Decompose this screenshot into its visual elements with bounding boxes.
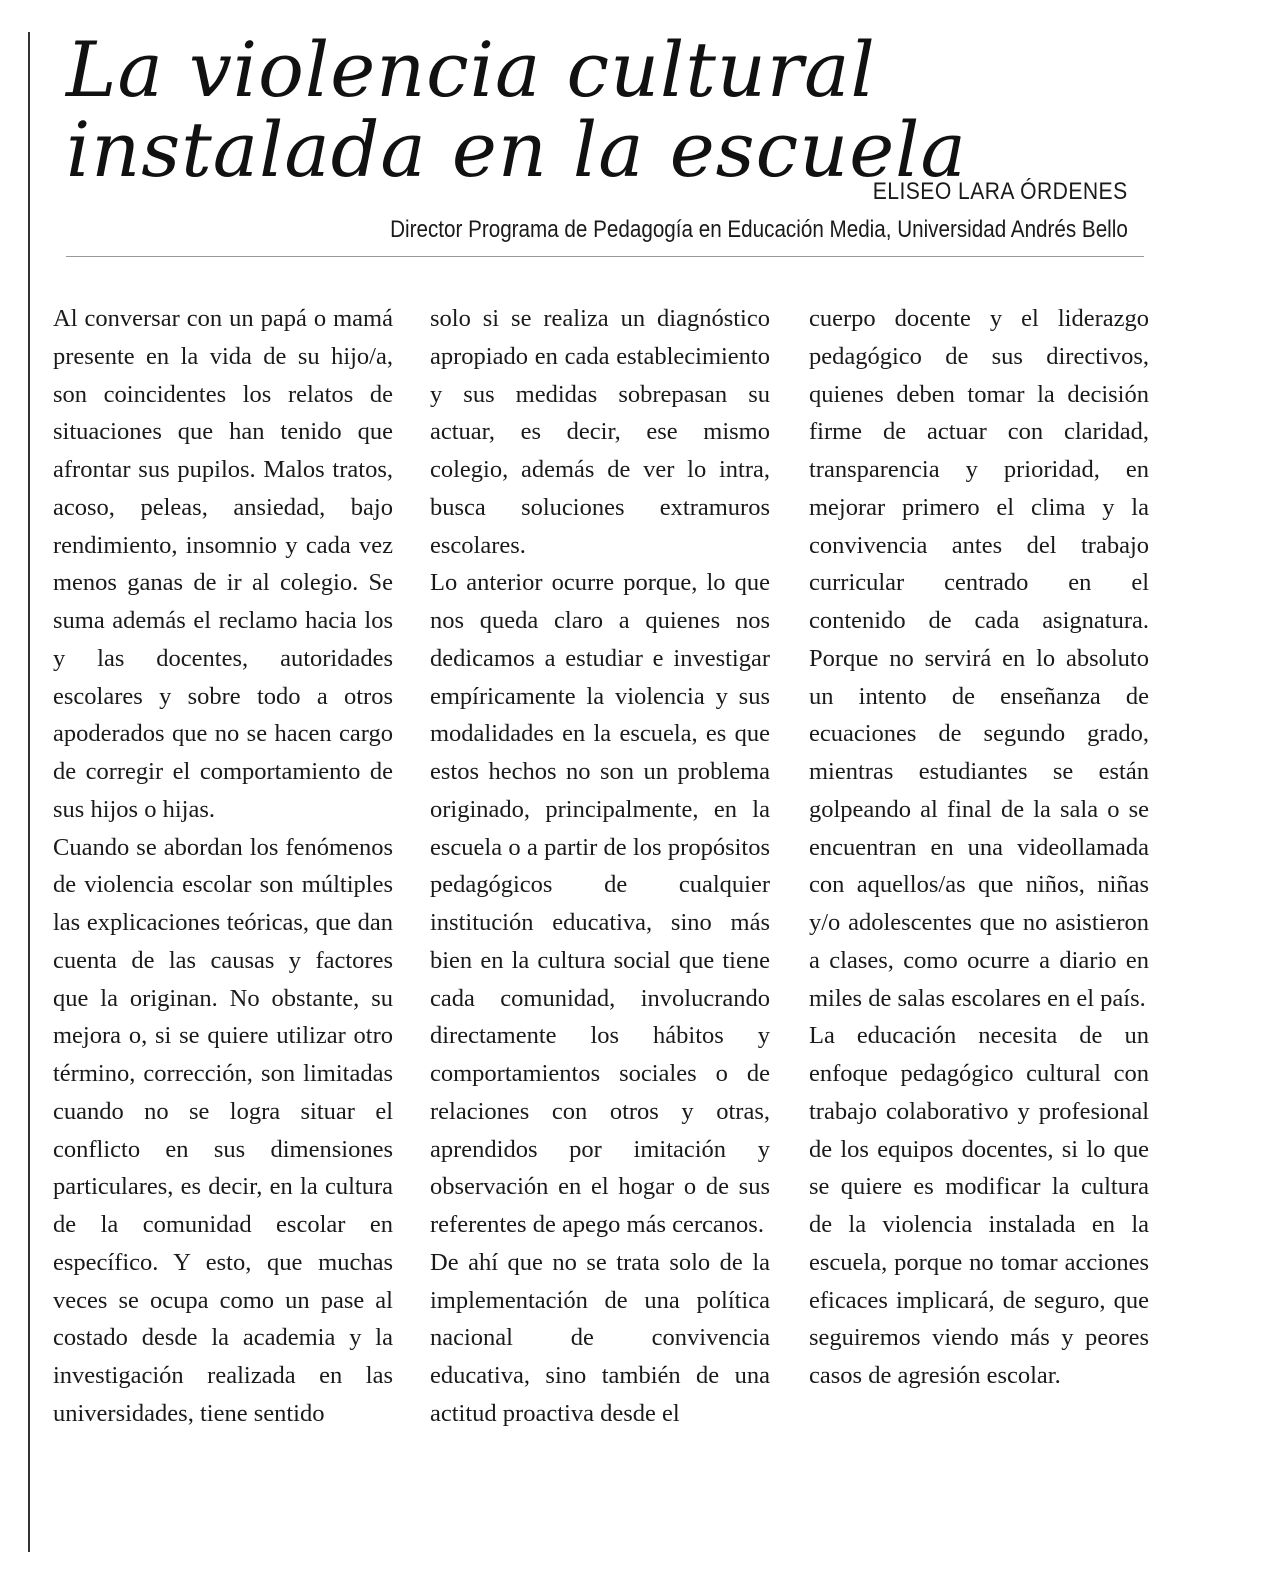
- text-column-1: [53, 300, 393, 1433]
- article-title-line-2: instalada en la escuela: [66, 105, 967, 194]
- author-name: ELISEO LARA ÓRDENES: [873, 178, 1128, 205]
- text-column-2: [430, 300, 770, 1433]
- paragraph: Al conversar con un papá o mamá presente en la vida de su hijo/a, son coincidentes los relatos de situaciones que han tenido que afrontar sus pupilos. Malos tratos, acoso, peleas, ansiedad, bajo rendimiento, insomnio y cada vez menos ganas de ir al colegio. Se suma además el reclamo hacia los y las docentes, autoridades escolares y sobre todo a otros apoderados que no se hacen cargo de corregir el comportamiento de sus hijos o hijas.: [53, 305, 393, 823]
- author-role: Director Programa de Pedagogía en Educación Media, Universidad Andrés Bello: [390, 216, 1128, 243]
- paragraph: La educación necesita de un enfoque pedagógico cultural con trabajo colaborativo y profesional de los equipos docentes, si lo que se quiere es modificar la cultura de la violencia instalada en la escuela, porque no tomar acciones eficaces implicará, de seguro, que seguiremos viendo más y peores casos de agresión escolar.: [809, 1022, 1149, 1389]
- paragraph: cuerpo docente y el liderazgo pedagógico de sus directivos, quienes deben tomar la decisión firme de actuar con claridad, transparencia y prioridad, en mejorar primero el clima y la convivencia antes del trabajo curricular centrado en el contenido de cada asignatura. Porque no servirá en lo absoluto un intento de enseñanza de ecuaciones de segundo grado, mientras estudiantes se están golpeando al final de la sala o se encuentran en una videollamada con aquellos/as que niños, niñas y/o adolescentes que no asistieron a clases, como ocurre a diario en miles de salas escolares en el país.: [809, 305, 1149, 1012]
- header-divider: [66, 256, 1144, 257]
- paragraph: Lo anterior ocurre porque, lo que nos queda claro a quienes nos dedicamos a estudiar e investigar empíricamente la violencia y sus modalidades en la escuela, es que estos hechos no son un problema originado, principalmente, en la escuela o a partir de los propósitos pedagógicos de cualquier institución educativa, sino más bien en la cultura social que tiene cada comunidad, involucrando directamente los hábitos y comportamientos sociales o de relaciones con otros y otras, aprendidos por imitación y observación en el hogar o de sus referentes de apego más cercanos.: [430, 569, 770, 1238]
- paragraph: De ahí que no se trata solo de la implementación de una política nacional de convivencia educativa, sino también de una actitud proactiva desde el: [430, 1248, 770, 1427]
- paragraph: solo si se realiza un diagnóstico apropiado en cada establecimiento y sus medidas sobrepasan su actuar, es decir, ese mismo colegio, además de ver lo intra, busca soluciones extramuros escolares.: [430, 305, 770, 559]
- text-column-3: [809, 300, 1149, 1395]
- paragraph: Cuando se abordan los fenómenos de violencia escolar son múltiples las explicaciones teóricas, que dan cuenta de las causas y factores que la originan. No obstante, su mejora o, si se quiere utilizar otro término, corrección, son limitadas cuando no se logra situar el conflicto en sus dimensiones particulares, es decir, en la cultura de la comunidad escolar en específico. Y esto, que muchas veces se ocupa como un pase al costado desde la academia y la investigación realizada en las universidades, tiene sentido: [53, 833, 393, 1427]
- left-column-rule: [28, 32, 30, 1552]
- article-title: [66, 25, 967, 194]
- article-title-line-1: La violencia cultural: [66, 25, 876, 114]
